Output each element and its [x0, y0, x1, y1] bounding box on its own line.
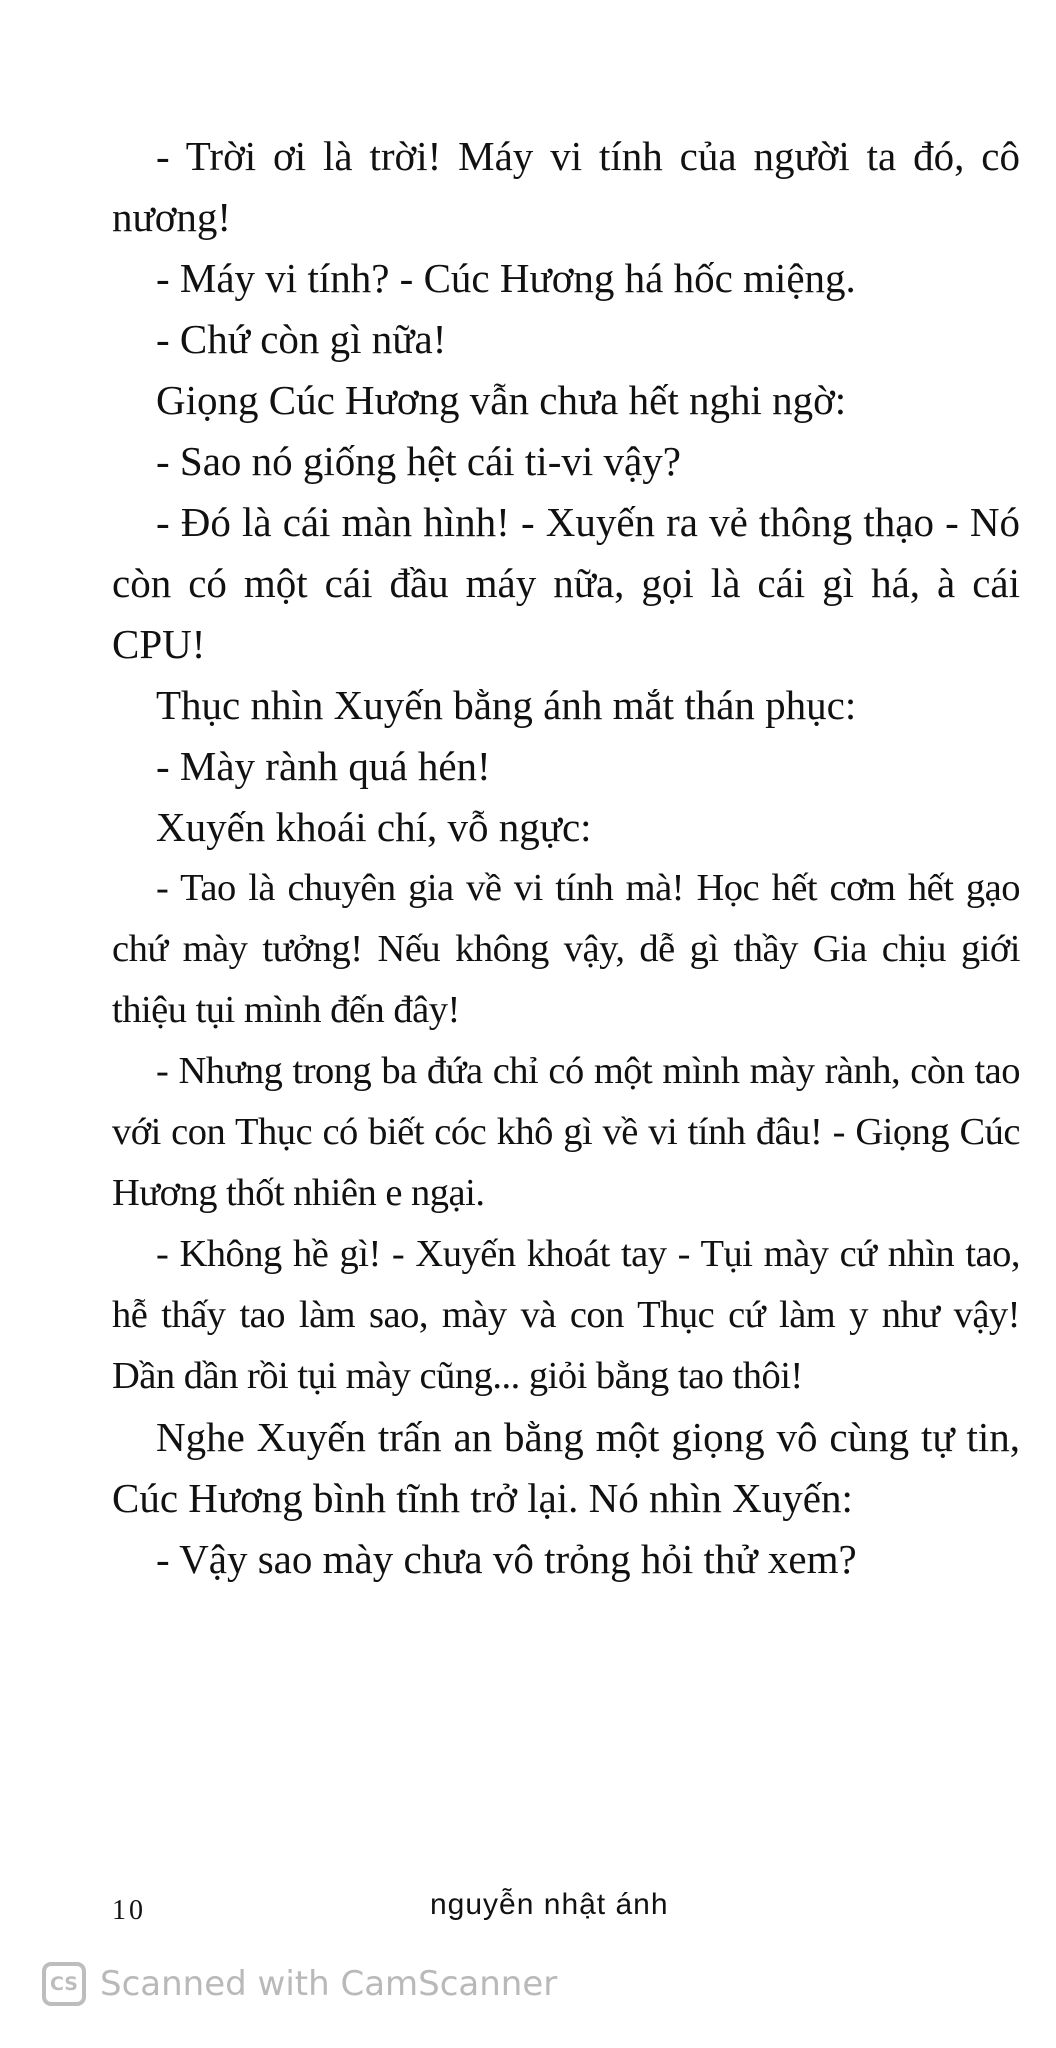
paragraph: - Mày rành quá hén!	[156, 743, 491, 789]
paragraph: - Không hề gì! - Xuyến khoát tay - Tụi mày cứ nhìn tao, hễ thấy tao làm sao, mày và con Thục cứ làm y như vậy! Dần dần rồi tụi mày cũng... giỏi bằng tao thôi!	[112, 1233, 1020, 1397]
paragraph: - Chứ còn gì nữa!	[156, 316, 447, 362]
paragraph: - Vậy sao mày chưa vô trỏng hỏi thử xem?	[156, 1536, 857, 1582]
paragraph: Giọng Cúc Hương vẫn chưa hết nghi ngờ:	[156, 377, 847, 423]
paragraph: Xuyến khoái chí, vỗ ngực:	[156, 804, 592, 850]
watermark-text: Scanned with CamScanner	[100, 1964, 558, 2004]
paragraph: - Nhưng trong ba đứa chỉ có một mình mày rành, còn tao với con Thục có biết cóc khô gì về vi tính đâu! - Giọng Cúc Hương thốt nhiên e ngại.	[112, 1050, 1020, 1214]
book-page-body	[112, 126, 1020, 1590]
scanner-watermark	[42, 1962, 557, 2006]
paragraph: - Máy vi tính? - Cúc Hương há hốc miệng.	[156, 255, 856, 301]
paragraph: - Tao là chuyên gia về vi tính mà! Học hết cơm hết gạo chứ mày tưởng! Nếu không vậy, dễ gì thầy Gia chịu giới thiệu tụi mình đến đây!	[112, 867, 1020, 1031]
paragraph: - Trời ơi là trời! Máy vi tính của người ta đó, cô nương!	[112, 133, 1020, 240]
paragraph: Nghe Xuyến trấn an bằng một giọng vô cùng tự tin, Cúc Hương bình tĩnh trở lại. Nó nhìn Xuyến:	[112, 1414, 1020, 1521]
paragraph: - Đó là cái màn hình! - Xuyến ra vẻ thông thạo - Nó còn có một cái đầu máy nữa, gọi là cái gì há, à cái CPU!	[112, 499, 1020, 667]
paragraph: Thục nhìn Xuyến bằng ánh mắt thán phục:	[156, 682, 857, 728]
page-number: 10	[112, 1895, 146, 1926]
camscanner-logo-icon: CS	[42, 1962, 86, 2006]
paragraph: - Sao nó giống hệt cái ti-vi vậy?	[156, 438, 681, 484]
running-footer-author: nguyễn nhật ánh	[430, 1888, 669, 1921]
